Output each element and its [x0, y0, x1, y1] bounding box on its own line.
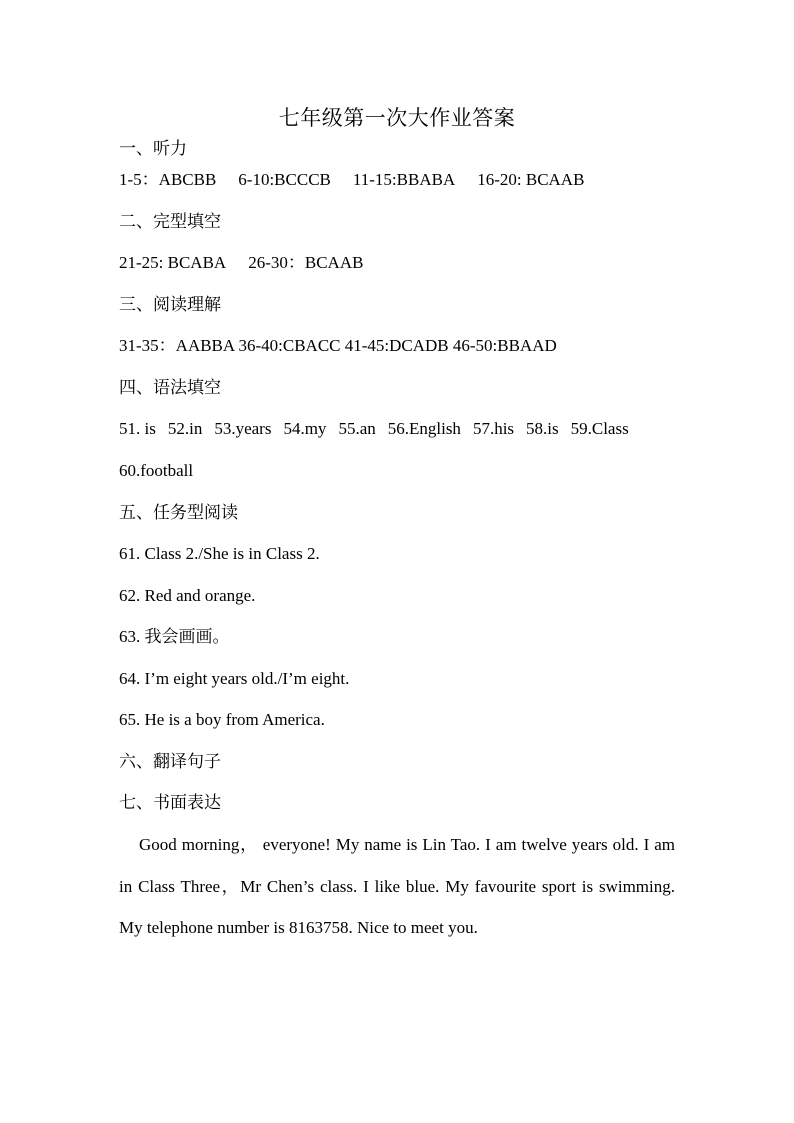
answer-item: 58.is — [526, 419, 559, 438]
answer-item: 59.Class — [570, 419, 629, 438]
answer-line: 62. Red and orange. — [119, 586, 256, 605]
answer-item: 55.an — [338, 419, 376, 438]
answer-line: 63. 我会画画。 — [119, 627, 230, 646]
answer-group: 1-5：ABCBB — [119, 170, 217, 189]
writing-essay: Good morning， everyone! My name is Lin Tao. I am twelve years old. I am in Class Three，Mr Chen’s class. I like blue. My favourite sport is swimming. My telephone number is 8163758. Nice to meet you. — [119, 835, 675, 937]
answer-item: 54.my — [283, 419, 327, 438]
answer-line: 65. He is a boy from America. — [119, 710, 325, 729]
answer-row-cloze — [119, 252, 363, 274]
answer-item: 56.English — [387, 419, 461, 438]
section-heading-grammar: 四、语法填空 — [119, 378, 221, 397]
answer-group: 16-20: BCAAB — [477, 170, 585, 189]
answer-row-listening — [119, 169, 584, 191]
answer-group: 6-10:BCCCB — [238, 170, 331, 189]
section-heading-reading: 三、阅读理解 — [119, 295, 221, 314]
answer-item: 52.in — [167, 419, 203, 438]
answer-item: 57.his — [472, 419, 515, 438]
answer-item: 53.years — [214, 419, 272, 438]
section-heading-cloze: 二、完型填空 — [119, 212, 221, 231]
answer-group: 21-25: BCABA — [119, 253, 227, 272]
answer-group: 11-15:BBABA — [352, 170, 456, 189]
section-heading-writing: 七、书面表达 — [119, 793, 221, 812]
section-heading-listening: 一、听力 — [119, 139, 187, 158]
section-heading-task-reading: 五、任务型阅读 — [119, 503, 238, 522]
section-heading-translation: 六、翻译句子 — [119, 752, 221, 771]
answer-item: 51. is — [119, 419, 156, 438]
answer-row-reading: 31-35：AABBA 36-40:CBACC 41-45:DCADB 46-50:BBAAD — [119, 336, 557, 355]
answer-row-grammar — [119, 418, 629, 440]
answer-line: 61. Class 2./She is in Class 2. — [119, 544, 320, 563]
answer-line: 64. I’m eight years old./I’m eight. — [119, 669, 350, 688]
answer-group: 26-30：BCAAB — [248, 253, 364, 272]
document-title: 七年级第一次大作业答案 — [278, 106, 516, 130]
answer-row-grammar-cont: 60.football — [119, 461, 194, 480]
